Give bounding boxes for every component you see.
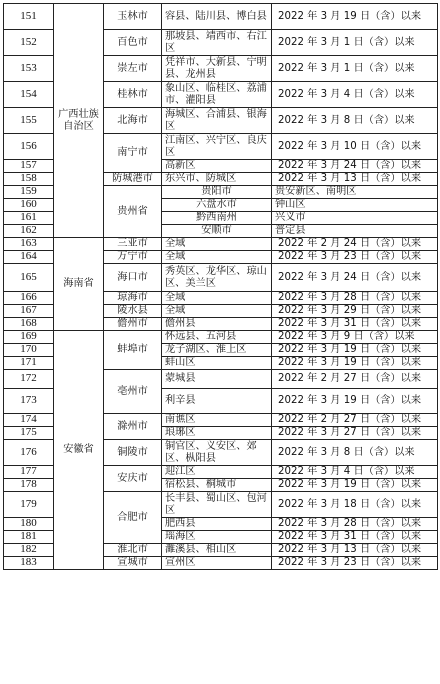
date-cell: 2022 年 3 月 27 日（含）以来 bbox=[272, 427, 438, 440]
area-cell: 东兴市、防城区 bbox=[162, 173, 272, 186]
date-cell: 2022 年 3 月 24 日（含）以来 bbox=[272, 160, 438, 173]
city-cell: 蚌埠市 bbox=[104, 331, 162, 370]
row-number: 151 bbox=[4, 4, 54, 30]
area-cell: 怀远县、五河县 bbox=[162, 331, 272, 344]
city-cell: 亳州市 bbox=[104, 370, 162, 414]
row-number: 158 bbox=[4, 173, 54, 186]
area-cell: 儋州县 bbox=[162, 318, 272, 331]
row-number: 167 bbox=[4, 305, 54, 318]
area-cell: 全域 bbox=[162, 238, 272, 251]
city-cell: 安顺市 bbox=[162, 225, 272, 238]
table-row bbox=[4, 4, 438, 30]
row-number: 176 bbox=[4, 440, 54, 466]
city-cell: 百色市 bbox=[104, 30, 162, 56]
row-number: 165 bbox=[4, 264, 54, 292]
area-cell: 秀英区、龙华区、琼山区、美兰区 bbox=[162, 264, 272, 292]
city-cell: 南宁市 bbox=[104, 134, 162, 173]
row-number: 164 bbox=[4, 251, 54, 264]
row-number: 171 bbox=[4, 357, 54, 370]
city-cell: 淮北市 bbox=[104, 544, 162, 557]
area-cell: 高新区 bbox=[162, 160, 272, 173]
row-number: 168 bbox=[4, 318, 54, 331]
row-number: 183 bbox=[4, 557, 54, 570]
date-cell: 2022 年 3 月 18 日（含）以来 bbox=[272, 492, 438, 518]
area-cell: 兴义市 bbox=[272, 212, 438, 225]
area-cell: 普定县 bbox=[272, 225, 438, 238]
row-number: 177 bbox=[4, 466, 54, 479]
row-number: 163 bbox=[4, 238, 54, 251]
area-cell: 琅琊区 bbox=[162, 427, 272, 440]
data-table bbox=[3, 3, 438, 570]
row-number: 166 bbox=[4, 292, 54, 305]
area-cell: 钟山区 bbox=[272, 199, 438, 212]
date-cell: 2022 年 3 月 28 日（含）以来 bbox=[272, 518, 438, 531]
area-cell: 肥西县 bbox=[162, 518, 272, 531]
date-cell: 2022 年 3 月 4 日（含）以来 bbox=[272, 82, 438, 108]
city-cell: 儋州市 bbox=[104, 318, 162, 331]
area-cell: 全域 bbox=[162, 251, 272, 264]
row-number: 172 bbox=[4, 370, 54, 389]
province-cell: 广西壮族自治区 bbox=[54, 4, 104, 238]
city-cell: 琼海市 bbox=[104, 292, 162, 305]
date-cell: 2022 年 3 月 4 日（含）以来 bbox=[272, 466, 438, 479]
row-number: 159 bbox=[4, 186, 54, 199]
city-cell: 滁州市 bbox=[104, 414, 162, 440]
date-cell: 2022 年 3 月 19 日（含）以来 bbox=[272, 4, 438, 30]
row-number: 161 bbox=[4, 212, 54, 225]
city-cell: 防城港市 bbox=[104, 173, 162, 186]
row-number: 157 bbox=[4, 160, 54, 173]
table-row bbox=[4, 238, 438, 251]
date-cell: 2022 年 3 月 1 日（含）以来 bbox=[272, 30, 438, 56]
area-cell: 迎江区 bbox=[162, 466, 272, 479]
row-number: 175 bbox=[4, 427, 54, 440]
area-cell: 铜官区、义安区、郊区、枞阳县 bbox=[162, 440, 272, 466]
table-row bbox=[4, 331, 438, 344]
row-number: 173 bbox=[4, 389, 54, 414]
row-number: 155 bbox=[4, 108, 54, 134]
row-number: 174 bbox=[4, 414, 54, 427]
city-cell: 安庆市 bbox=[104, 466, 162, 492]
date-cell: 2022 年 3 月 13 日（含）以来 bbox=[272, 173, 438, 186]
city-cell: 陵水县 bbox=[104, 305, 162, 318]
row-number: 180 bbox=[4, 518, 54, 531]
date-cell: 2022 年 3 月 23 日（含）以来 bbox=[272, 557, 438, 570]
city-cell: 玉林市 bbox=[104, 4, 162, 30]
row-number: 182 bbox=[4, 544, 54, 557]
city-cell: 六盘水市 bbox=[162, 199, 272, 212]
date-cell: 2022 年 3 月 19 日（含）以来 bbox=[272, 479, 438, 492]
date-cell: 2022 年 2 月 27 日（含）以来 bbox=[272, 414, 438, 427]
city-cell: 海口市 bbox=[104, 264, 162, 292]
area-cell: 容县、陆川县、博白县 bbox=[162, 4, 272, 30]
area-cell: 蒙城县 bbox=[162, 370, 272, 389]
row-number: 160 bbox=[4, 199, 54, 212]
area-cell: 那坡县、靖西市、右江区 bbox=[162, 30, 272, 56]
city-cell: 桂林市 bbox=[104, 82, 162, 108]
area-cell: 南谯区 bbox=[162, 414, 272, 427]
date-cell: 2022 年 3 月 10 日（含）以来 bbox=[272, 134, 438, 160]
area-cell: 江南区、兴宁区、良庆区 bbox=[162, 134, 272, 160]
city-cell: 铜陵市 bbox=[104, 440, 162, 466]
row-number: 169 bbox=[4, 331, 54, 344]
area-cell: 全域 bbox=[162, 292, 272, 305]
table-body bbox=[4, 4, 438, 570]
date-cell: 2022 年 3 月 1 日（含）以来 bbox=[272, 56, 438, 82]
area-cell: 濉溪县、相山区 bbox=[162, 544, 272, 557]
row-number: 153 bbox=[4, 56, 54, 82]
area-cell: 全域 bbox=[162, 305, 272, 318]
date-cell: 2022 年 3 月 31 日（含）以来 bbox=[272, 318, 438, 331]
area-cell: 利辛县 bbox=[162, 389, 272, 414]
province-cell: 安徽省 bbox=[54, 331, 104, 570]
city-cell: 三亚市 bbox=[104, 238, 162, 251]
date-cell: 2022 年 2 月 27 日（含）以来 bbox=[272, 370, 438, 389]
area-cell: 瑶海区 bbox=[162, 531, 272, 544]
area-cell: 海城区、合浦县、银海区 bbox=[162, 108, 272, 134]
area-cell: 宿松县、桐城市 bbox=[162, 479, 272, 492]
area-cell: 贵安新区、南明区 bbox=[272, 186, 438, 199]
date-cell: 2022 年 3 月 31 日（含）以来 bbox=[272, 531, 438, 544]
date-cell: 2022 年 3 月 29 日（含）以来 bbox=[272, 305, 438, 318]
area-cell: 长丰县、蜀山区、包河区 bbox=[162, 492, 272, 518]
row-number: 178 bbox=[4, 479, 54, 492]
row-number: 162 bbox=[4, 225, 54, 238]
date-cell: 2022 年 3 月 13 日（含）以来 bbox=[272, 544, 438, 557]
row-number: 156 bbox=[4, 134, 54, 160]
city-cell: 宣城市 bbox=[104, 557, 162, 570]
date-cell: 2022 年 3 月 24 日（含）以来 bbox=[272, 264, 438, 292]
city-cell: 合肥市 bbox=[104, 492, 162, 544]
date-cell: 2022 年 3 月 23 日（含）以来 bbox=[272, 251, 438, 264]
area-cell: 宣州区 bbox=[162, 557, 272, 570]
date-cell: 2022 年 3 月 19 日（含）以来 bbox=[272, 344, 438, 357]
date-cell: 2022 年 3 月 28 日（含）以来 bbox=[272, 292, 438, 305]
row-number: 181 bbox=[4, 531, 54, 544]
area-cell: 象山区、临桂区、荔浦市、灌阳县 bbox=[162, 82, 272, 108]
area-cell: 凭祥市、大新县、宁明县、龙州县 bbox=[162, 56, 272, 82]
row-number: 152 bbox=[4, 30, 54, 56]
date-cell: 2022 年 3 月 19 日（含）以来 bbox=[272, 389, 438, 414]
province-cell: 贵州省 bbox=[104, 186, 162, 238]
row-number: 170 bbox=[4, 344, 54, 357]
province-cell: 海南省 bbox=[54, 238, 104, 331]
city-cell: 北海市 bbox=[104, 108, 162, 134]
city-cell: 贵阳市 bbox=[162, 186, 272, 199]
row-number: 154 bbox=[4, 82, 54, 108]
city-cell: 崇左市 bbox=[104, 56, 162, 82]
area-cell: 蚌山区 bbox=[162, 357, 272, 370]
city-cell: 万宁市 bbox=[104, 251, 162, 264]
row-number: 179 bbox=[4, 492, 54, 518]
date-cell: 2022 年 3 月 8 日（含）以来 bbox=[272, 108, 438, 134]
date-cell: 2022 年 2 月 24 日（含）以来 bbox=[272, 238, 438, 251]
date-cell: 2022 年 3 月 9 日（含）以来 bbox=[272, 331, 438, 344]
city-cell: 黔西南州 bbox=[162, 212, 272, 225]
date-cell: 2022 年 3 月 8 日（含）以来 bbox=[272, 440, 438, 466]
area-cell: 龙子湖区、淮上区 bbox=[162, 344, 272, 357]
date-cell: 2022 年 3 月 19 日（含）以来 bbox=[272, 357, 438, 370]
